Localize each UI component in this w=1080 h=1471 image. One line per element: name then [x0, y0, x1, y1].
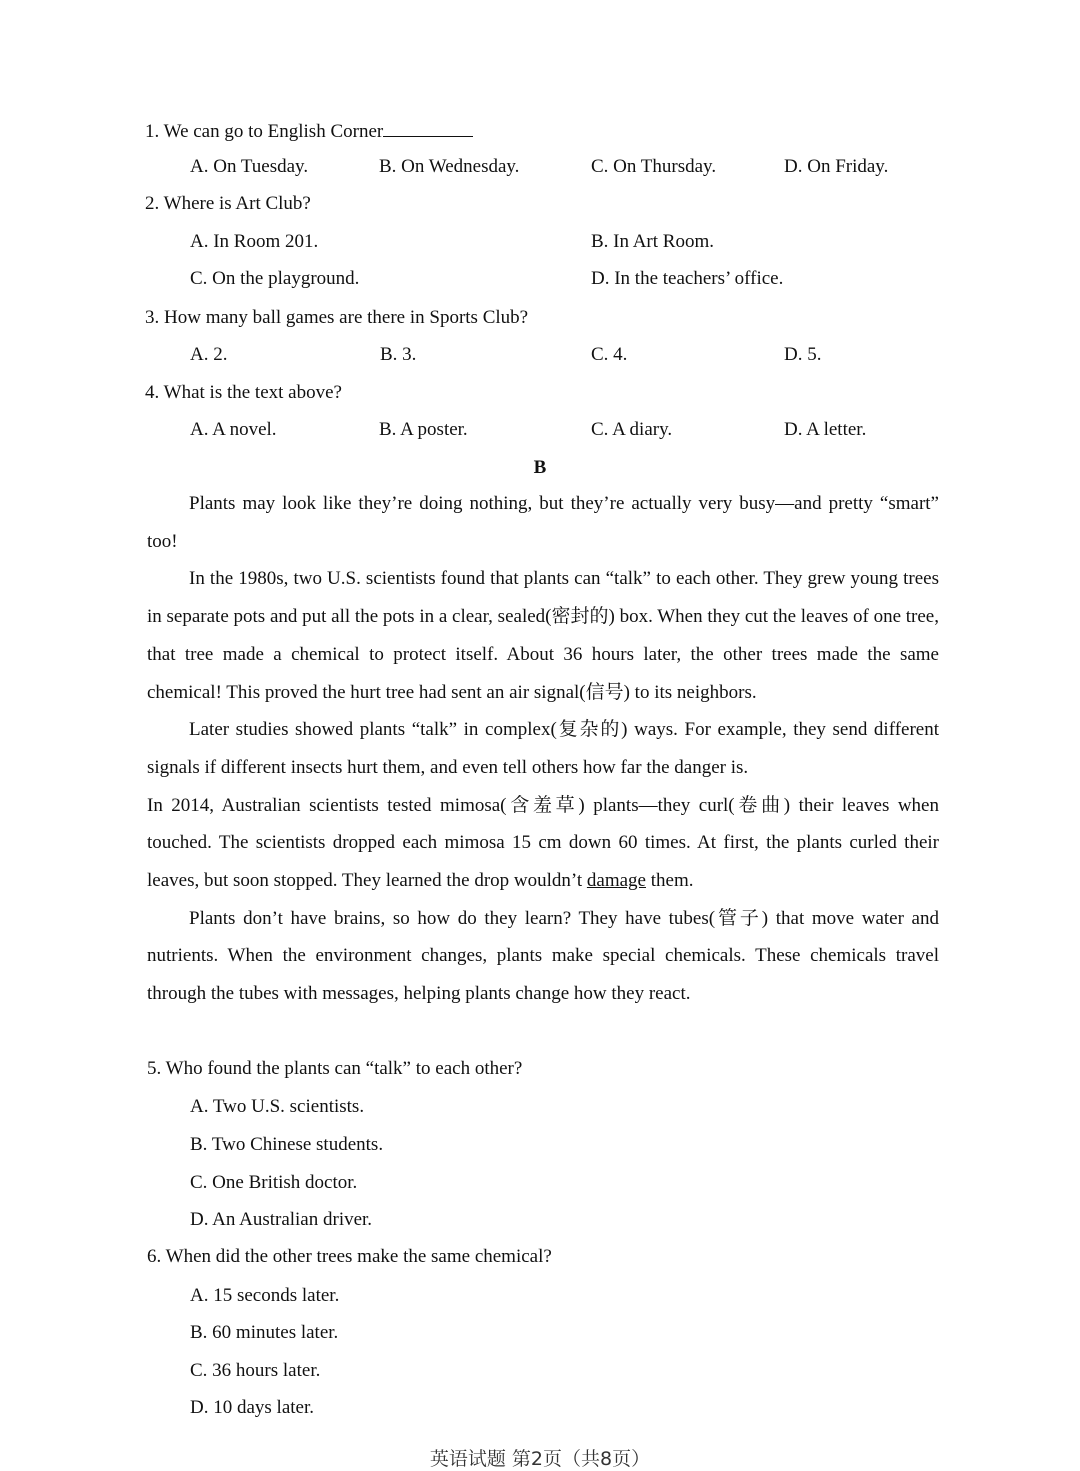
- underlined-word-damage: damage: [586, 870, 646, 892]
- q6-option-c: C. 36 hours later.: [190, 1360, 321, 1381]
- q3-option-c: C. 4.: [591, 344, 628, 365]
- q2-option-b: B. In Art Room.: [591, 231, 714, 252]
- q3-option-a: A. 2.: [190, 344, 228, 365]
- q4-option-c: C. A diary.: [591, 419, 673, 440]
- question-3-stem: 3. How many ball games are there in Sports Club?: [145, 307, 529, 328]
- q5-option-b: B. Two Chinese students.: [190, 1134, 384, 1155]
- answer-blank: [383, 118, 473, 137]
- q3-option-b: B. 3.: [380, 344, 417, 365]
- passage-paragraph-5: Plants don’t have brains, so how do they learn? They have tubes(管子) that move water and nutrients. When the environment changes, plants make special chemicals. These chemicals travel through the tubes with messages, helping plants change how they react.: [147, 907, 939, 1005]
- q2-option-a: A. In Room 201.: [190, 231, 319, 252]
- passage-paragraph-2: In the 1980s, two U.S. scientists found that plants can “talk” to each other. They grew young trees in separate pots and put all the pots in a clear, sealed(密封的) box. When they cut the leaves of one tree, that tree made a chemical to protect itself. About 36 hours later, the other trees made the same chemical! This proved the hurt tree had sent an air signal(信号) to its neighbors.: [147, 568, 939, 703]
- passage-paragraph-4: [147, 787, 939, 900]
- q6-option-b: B. 60 minutes later.: [190, 1322, 339, 1343]
- q4-option-a: A. A novel.: [190, 419, 277, 440]
- passage-paragraph-4-end: them.: [645, 870, 694, 892]
- question-5-stem: 5. Who found the plants can “talk” to each other?: [147, 1058, 523, 1079]
- q6-option-d: D. 10 days later.: [190, 1397, 315, 1418]
- q1-option-d: D. On Friday.: [784, 156, 889, 177]
- q1-option-c: C. On Thursday.: [591, 156, 717, 177]
- q2-option-d: D. In the teachers’ office.: [591, 268, 784, 289]
- question-2-stem: 2. Where is Art Club?: [145, 193, 311, 214]
- passage-paragraph-4-text: In 2014, Australian scientists tested mimosa(含羞草) plants—they curl(卷曲) their leaves when touched. The scientists dropped each mimosa 15 cm down 60 times. At first, the plants curled their leaves, but soon stopped. They learned the drop wouldn’t: [147, 794, 939, 892]
- question-1-stem: 1. We can go to English Corner: [145, 121, 384, 142]
- q5-option-a: A. Two U.S. scientists.: [190, 1096, 365, 1117]
- reading-passage: [147, 485, 939, 1013]
- question-4-stem: 4. What is the text above?: [145, 382, 342, 403]
- q6-option-a: A. 15 seconds later.: [190, 1285, 340, 1306]
- question-1: [145, 118, 473, 144]
- passage-paragraph-3: Later studies showed plants “talk” in complex(复杂的) ways. For example, they send different signals if different insects hurt them, and even tell others how far the danger is.: [147, 719, 939, 778]
- q5-option-c: C. One British doctor.: [190, 1172, 358, 1193]
- page-footer: 英语试题 第2页（共8页）: [429, 1448, 651, 1470]
- q4-option-d: D. A letter.: [784, 419, 867, 440]
- passage-paragraph-1: Plants may look like they’re doing nothing, but they’re actually very busy—and pretty “smart” too!: [147, 493, 939, 552]
- q1-option-a: A. On Tuesday.: [190, 156, 309, 177]
- q4-option-b: B. A poster.: [379, 419, 468, 440]
- q1-option-b: B. On Wednesday.: [379, 156, 520, 177]
- q3-option-d: D. 5.: [784, 344, 822, 365]
- q5-option-d: D. An Australian driver.: [190, 1209, 373, 1230]
- section-b-heading: B: [533, 457, 547, 478]
- q2-option-c: C. On the playground.: [190, 268, 360, 289]
- question-6-stem: 6. When did the other trees make the same chemical?: [147, 1246, 552, 1267]
